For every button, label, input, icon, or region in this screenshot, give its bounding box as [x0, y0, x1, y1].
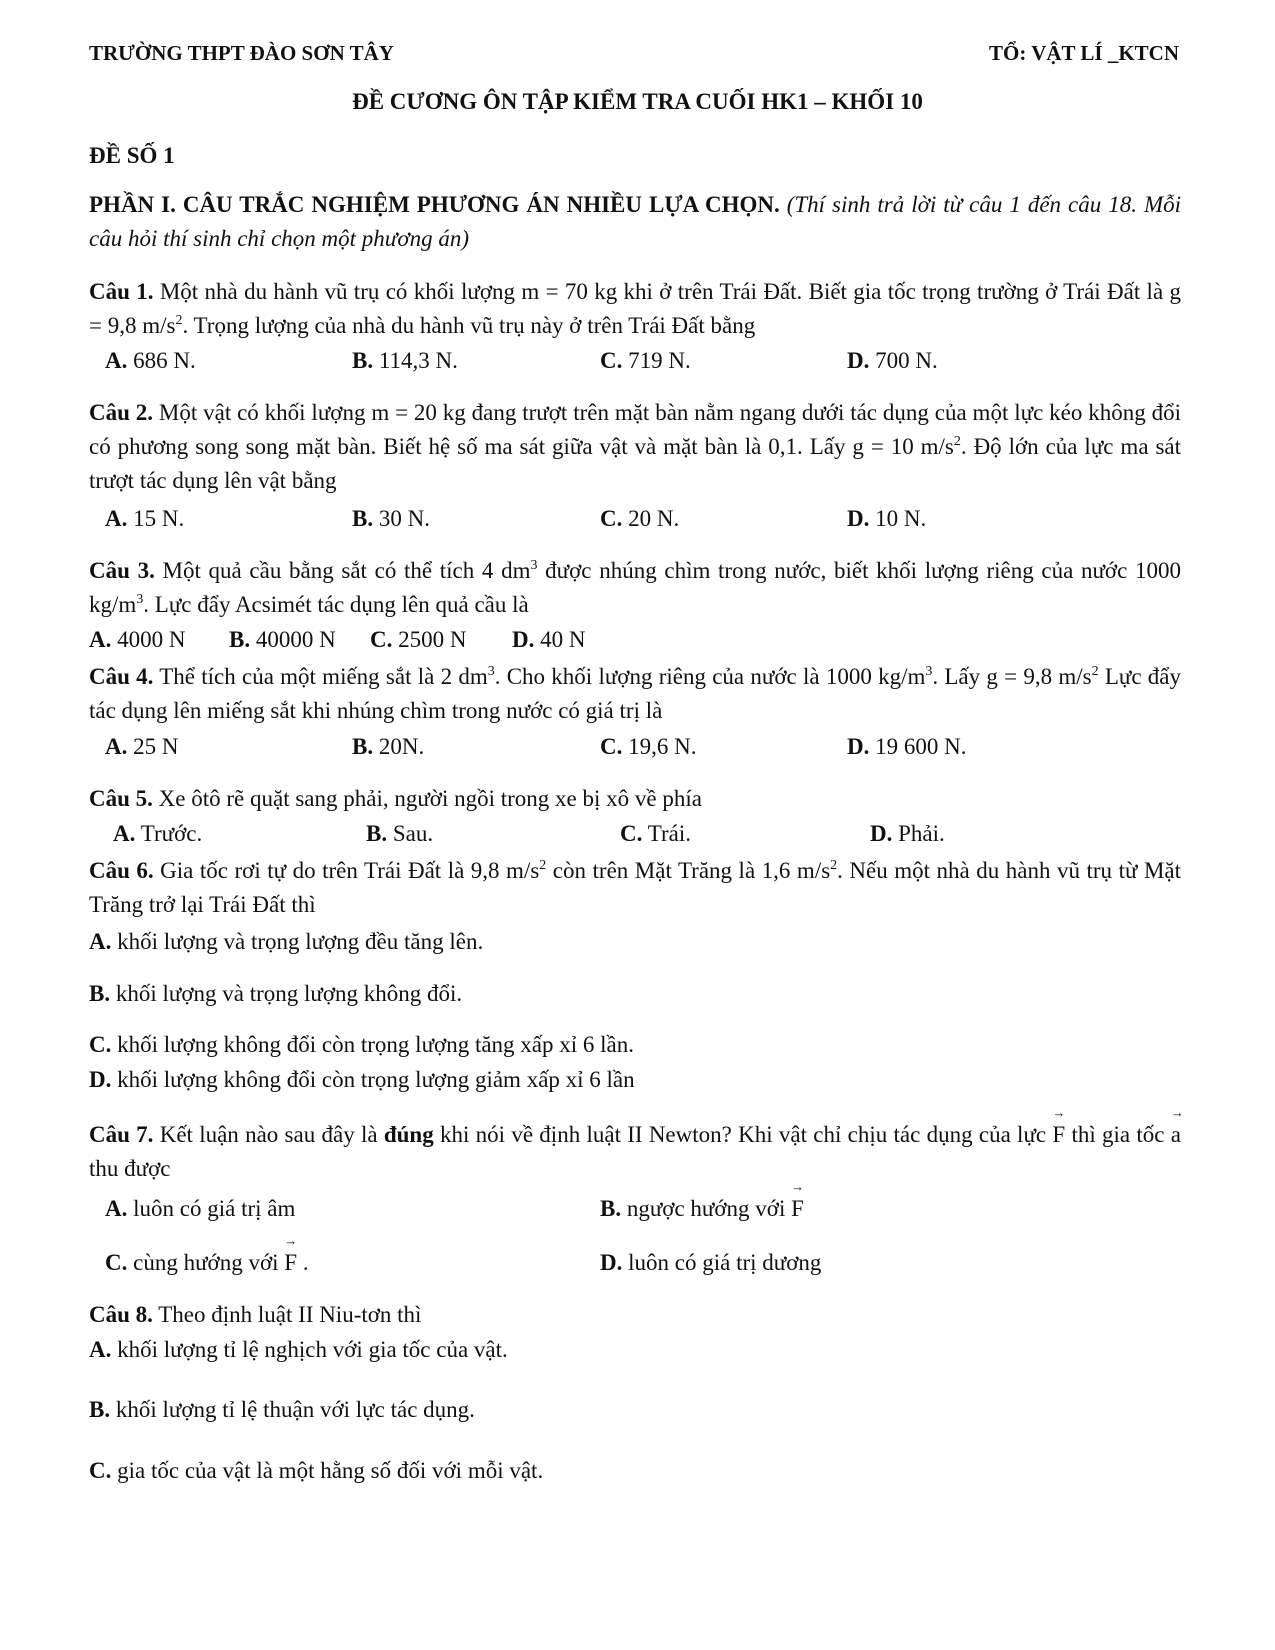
q4-option-a [105, 730, 179, 764]
superscript: 3 [925, 664, 933, 679]
text-run: 10 N. [869, 506, 927, 531]
superscript: 2 [175, 313, 183, 328]
superscript: 2 [1091, 664, 1099, 679]
acceleration-vector-symbol: → a [1171, 1118, 1181, 1152]
option-key: A. [105, 348, 128, 373]
option-key: D. [600, 1250, 623, 1275]
option-key: A. [89, 627, 112, 652]
q1-option-a [105, 344, 196, 378]
exam-number: ĐỀ SỐ 1 [89, 143, 175, 168]
question-5 [89, 782, 1181, 816]
question-4 [89, 660, 1181, 728]
text-run: 30 N. [373, 506, 430, 531]
force-vector-symbol: → F [791, 1192, 804, 1226]
q3-option-a [89, 623, 186, 657]
q5-option-b [366, 817, 433, 851]
q5-option-d [870, 817, 945, 851]
option-key: A. [105, 734, 128, 759]
option-key: A. [105, 506, 128, 531]
text-run: thu được [89, 1156, 171, 1181]
question-2 [89, 396, 1181, 498]
text-run: Gia tốc rơi tự do trên Trái Đất là 9,8 m/s [153, 858, 540, 883]
q1-option-c [600, 344, 691, 378]
text-run: 15 N. [127, 506, 185, 531]
text-run: 2500 N [392, 627, 467, 652]
text-run: khối lượng tỉ lệ thuận với lực tác dụng. [110, 1397, 475, 1422]
option-key: C. [89, 1032, 112, 1057]
question-text: Một vật có khối lượng m = 20 kg đang trượt trên mặt bàn nằm ngang dưới tác dụng của một lực kéo không đổi có phương song song mặt bàn. Biết hệ số ma sát giữa vật và mặt bàn là 0,1. Lấy g = 10 m/s [89, 400, 1181, 459]
q2-option-d [847, 502, 926, 536]
text-run: Theo định luật II Niu-tơn thì [152, 1302, 422, 1327]
text-run: khối lượng tỉ lệ nghịch với gia tốc của vật. [111, 1337, 508, 1362]
question-label: Câu 7. [89, 1122, 154, 1147]
text-run: khi nói về định luật II Newton? Khi vật chỉ chịu tác dụng của lực [433, 1122, 1053, 1147]
text-run: Thể tích của một miếng sắt là 2 dm [153, 664, 488, 689]
text-run: luôn có giá trị dương [622, 1250, 822, 1275]
q1-option-d [847, 344, 938, 378]
option-key: C. [105, 1250, 128, 1275]
part1-note: (Thí sinh trả lời từ câu 1 đến câu 18. Mỗi câu hỏi thí sinh chỉ chọn một phương án) [89, 192, 1182, 251]
option-key: B. [89, 981, 111, 1006]
q6-option-d [89, 1063, 635, 1097]
option-key: C. [600, 506, 623, 531]
q1-option-b [352, 344, 458, 378]
q2-option-a [105, 502, 184, 536]
q2-option-b [352, 502, 430, 536]
question-label: Câu 6. [89, 858, 154, 883]
text-run: khối lượng và trọng lượng không đổi. [110, 981, 463, 1006]
superscript: 2 [539, 858, 547, 873]
question-text: . Trọng lượng của nhà du hành vũ trụ này ở trên Trái Đất bằng [182, 313, 756, 338]
q8-option-a [89, 1333, 508, 1367]
text-run: Kết luận nào sau đây là [153, 1122, 384, 1147]
text-run: . Nếu một nhà du hành vũ trụ từ Mặt Trăng trở lại Trái Đất thì [89, 858, 1181, 917]
text-run: 40000 N [250, 627, 336, 652]
q3-option-b [229, 623, 336, 657]
option-key: A. [89, 1337, 112, 1362]
option-key: D. [870, 821, 893, 846]
text-run: ngược hướng với [621, 1196, 792, 1221]
option-key: D. [847, 506, 870, 531]
text-run: thì gia tốc [1065, 1122, 1171, 1147]
text-run: khối lượng và trọng lượng đều tăng lên. [111, 929, 484, 954]
q4-option-d [847, 730, 967, 764]
q4-option-c [600, 730, 697, 764]
q7-option-b [600, 1192, 804, 1226]
option-key: A. [89, 929, 112, 954]
part1-title: PHẦN I. CÂU TRẮC NGHIỆM PHƯƠNG ÁN NHIỀU LỰA CHỌN. [89, 192, 780, 217]
text-run: . [297, 1250, 309, 1275]
option-key: C. [600, 734, 623, 759]
option-key: B. [366, 821, 388, 846]
q6-option-a [89, 925, 483, 959]
superscript: 2 [953, 434, 961, 449]
q4-option-b [352, 730, 424, 764]
option-key: A. [113, 821, 136, 846]
text-run: Trước. [135, 821, 203, 846]
option-key: B. [352, 734, 374, 759]
option-key: B. [600, 1196, 622, 1221]
option-key: C. [600, 348, 623, 373]
option-key: B. [352, 348, 374, 373]
q5-option-a [113, 817, 202, 851]
question-6 [89, 854, 1181, 922]
text-run: . Cho khối lượng riêng của nước là 1000 kg/m [494, 664, 926, 689]
question-label: Câu 4. [89, 664, 154, 689]
text-run: 686 N. [127, 348, 196, 373]
text-run: 114,3 N. [373, 348, 458, 373]
q3-option-c [370, 623, 467, 657]
superscript: 2 [830, 858, 838, 873]
force-vector-symbol: → F [284, 1246, 297, 1280]
question-3 [89, 554, 1181, 622]
text-run: 40 N [534, 627, 586, 652]
text-run: . Lực đẩy Acsimét tác dụng lên quả cầu là [143, 592, 529, 617]
text-run: Lực đẩy tác dụng lên miếng sắt khi nhúng chìm trong nước có giá trị là [89, 664, 1182, 723]
text-run: luôn có giá trị âm [127, 1196, 296, 1221]
q2-option-c [600, 502, 679, 536]
q5-option-c [620, 817, 691, 851]
question-label: Câu 8. [89, 1302, 153, 1327]
q7-option-a [105, 1192, 295, 1226]
force-vector-symbol: → F [1052, 1118, 1065, 1152]
text-run: 4000 N [111, 627, 186, 652]
text-run: khối lượng không đổi còn trọng lượng giảm xấp xỉ 6 lần [111, 1067, 635, 1092]
option-key: B. [89, 1397, 111, 1422]
option-key: D. [847, 348, 870, 373]
q3-option-d [512, 623, 586, 657]
question-label: Câu 3. [89, 558, 155, 583]
q8-option-b [89, 1393, 475, 1427]
department-name: TỔ: VẬT LÍ _KTCN [988, 41, 1179, 65]
text-run: Phải. [892, 821, 945, 846]
question-label: Câu 5. [89, 786, 153, 811]
superscript: 3 [530, 558, 538, 573]
text-run: 19,6 N. [622, 734, 697, 759]
option-key: C. [370, 627, 393, 652]
text-run: Xe ôtô rẽ quặt sang phải, người ngồi trong xe bị xô về phía [152, 786, 702, 811]
part1-heading [89, 188, 1181, 256]
text-run: 700 N. [869, 348, 938, 373]
option-key: A. [105, 1196, 128, 1221]
text-run: Trái. [642, 821, 691, 846]
question-text: . Độ lớn của lực ma sát trượt tác dụng lên vật bằng [89, 434, 1182, 493]
text-run: 25 N [127, 734, 179, 759]
emphasis-word: đúng [383, 1122, 434, 1147]
question-text: Một nhà du hành vũ trụ có khối lượng m = 70 kg khi ở trên Trái Đất. Biết gia tốc trọng trường ở Trái Đất là g = 9,8 m/s [89, 279, 1181, 338]
question-label: Câu 1. [89, 279, 154, 304]
text-run: cùng hướng với [127, 1250, 285, 1275]
option-key: B. [352, 506, 374, 531]
option-key: D. [512, 627, 535, 652]
text-run: được nhúng chìm trong nước, biết khối lượng riêng của nước 1000 kg/m [89, 558, 1181, 617]
option-key: C. [89, 1458, 112, 1483]
option-key: D. [89, 1067, 112, 1092]
text-run: gia tốc của vật là một hằng số đối với mỗi vật. [111, 1458, 544, 1483]
option-key: D. [847, 734, 870, 759]
school-name: TRƯỜNG THPT ĐÀO SƠN TÂY [89, 41, 394, 65]
text-run: còn trên Mặt Trăng là 1,6 m/s [546, 858, 831, 883]
q7-option-d [600, 1246, 821, 1280]
text-run: 20 N. [622, 506, 680, 531]
text-run: khối lượng không đổi còn trọng lượng tăng xấp xỉ 6 lần. [111, 1032, 634, 1057]
text-run: Sau. [387, 821, 434, 846]
q6-option-c [89, 1028, 634, 1062]
superscript: 3 [136, 592, 144, 607]
q8-option-c [89, 1454, 543, 1488]
text-run: . Lấy g = 9,8 m/s [932, 664, 1092, 689]
question-8 [89, 1298, 1181, 1332]
q7-option-c [105, 1246, 309, 1280]
superscript: 3 [487, 664, 495, 679]
document-title: ĐỀ CƯƠNG ÔN TẬP KIỂM TRA CUỐI HK1 – KHỐI 10 [352, 89, 923, 114]
text-run: 19 600 N. [869, 734, 967, 759]
question-1 [89, 275, 1181, 343]
text-run: 20N. [373, 734, 425, 759]
question-label: Câu 2. [89, 400, 154, 425]
text-run: Một quả cầu bằng sắt có thể tích 4 dm [154, 558, 531, 583]
option-key: C. [620, 821, 643, 846]
q6-option-b [89, 977, 462, 1011]
question-7 [89, 1118, 1181, 1186]
text-run: 719 N. [622, 348, 691, 373]
option-key: B. [229, 627, 251, 652]
